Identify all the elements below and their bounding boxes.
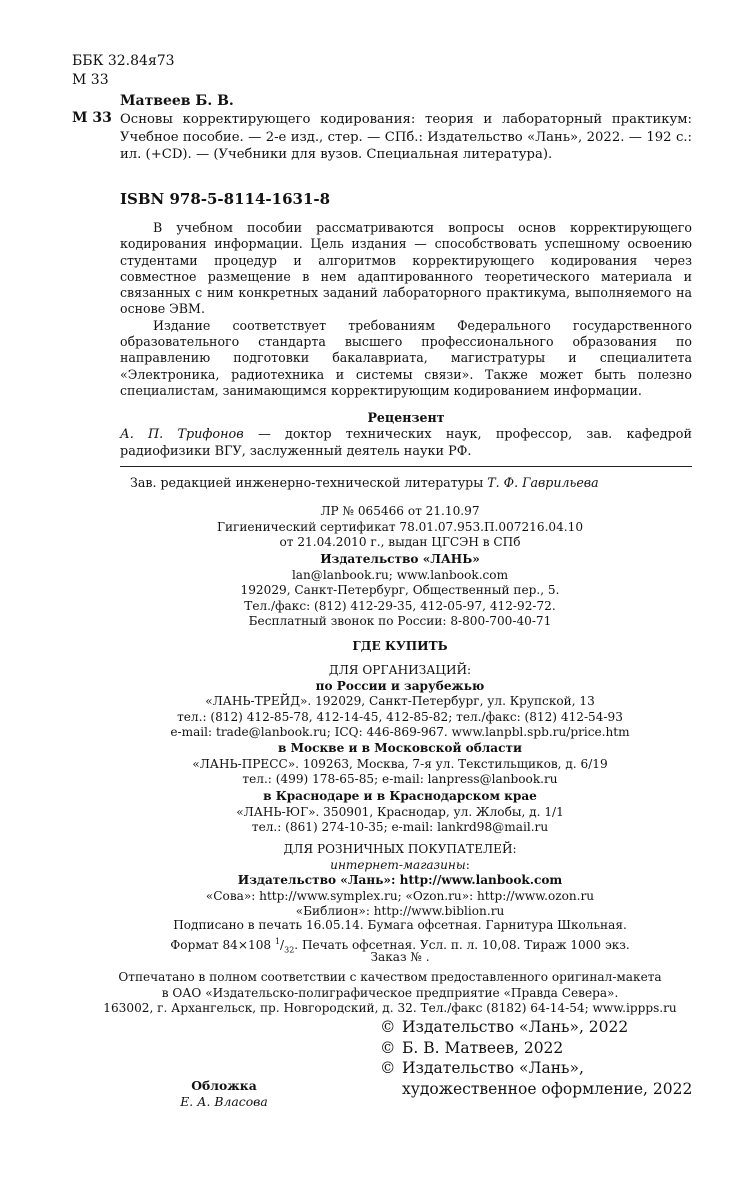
retail-publisher: Издательство «Лань»: http://www.lanbook.com [237,873,563,888]
organizations-heading: ДЛЯ ОРГАНИЗАЦИЙ: [328,663,472,677]
internet-shops-line [100,858,700,874]
bbk-code: ББК 32.84я73 [72,53,175,69]
publisher-line: Тел./факс: (812) 412-29-35, 412-05-97, 412-92-72. [244,598,556,613]
retail-heading: ДЛЯ РОЗНИЧНЫХ ПОКУПАТЕЛЕЙ: [283,842,517,856]
order-line: Заказ № . [370,950,430,964]
copyright-row [380,1079,692,1100]
editor-label: Зав. редакцией инженерно-технической литературы [130,475,488,490]
annotation-paragraph: Издание соответствует требованиям Федерального государственного образовательного стандарта высшего профессионального образования по направлению подготовки бакалавриата, магистратуры и специалитета «Электроника, радиотехника и системы связи». Также может быть полезно специалистам, занимающимся корректирующим кодированием информации. [120,317,692,398]
publisher-line: Бесплатный звонок по России: 8-800-700-40-71 [248,614,552,629]
cover-designer: Е. А. Власова [180,1094,268,1109]
copyright-text: Издательство «Лань», [402,1059,584,1077]
moscow-line: «ЛАНЬ-ПРЕСС». 109263, Москва, 7-я ул. Текстильщиков, д. 6/19 [192,756,608,771]
russia-heading: по России и зарубежью [315,678,485,693]
classification-block [72,52,175,90]
copyright-row [380,1058,692,1079]
publisher-block [100,552,700,630]
printer-line: Отпечатано в полном соответствии с качеством предоставленного оригинал-макета [118,970,662,984]
printer-block [80,970,700,1017]
copyright-icon: © [380,1059,396,1077]
copyright-text: Издательство «Лань», 2022 [402,1018,629,1036]
editor-line [130,475,599,490]
license-line: от 21.04.2010 г., выдан ЦГСЭН в СПб [279,535,521,550]
russia-line: «ЛАНЬ-ТРЕЙД». 192029, Санкт-Петербург, ул. Крупской, 13 [205,694,595,709]
moscow-heading: в Москве и в Московской области [278,741,522,755]
krasnodar-heading: в Краснодаре и в Краснодарском крае [263,789,537,803]
format-numerator: 1 [274,936,281,946]
krasnodar-block [100,789,700,836]
publisher-line: lan@lanbook.ru; www.lanbook.com [291,567,509,582]
russia-line: тел.: (812) 412-85-78, 412-14-45, 412-85-82; тел./факс: (812) 412-54-93 [177,709,623,724]
isbn: ISBN 978-5-8114-1631-8 [120,190,331,208]
internet-shops-colon: : [465,857,470,872]
annotation [120,220,692,399]
format-prefix: Формат 84×108 [170,937,275,952]
printer-line: 163002, г. Архангельск, пр. Новгородский, д. 32. Тел./факс (8182) 64-14-54; www.ippps.ru [103,1001,677,1016]
retail-line: «Библион»: http://www.biblion.ru [295,904,505,919]
copyright-row [380,1017,692,1038]
printer-line: в ОАО «Издательско-полиграфическое предприятие «Правда Севера». [161,985,619,1000]
reviewer-heading: Рецензент [367,410,445,425]
editor-name: Т. Ф. Гаврильева [487,475,599,490]
reviewer-name: А. П. Трифонов [120,427,244,442]
author-mark-top: М 33 [72,72,109,88]
internet-shops: интернет-магазины [330,857,466,872]
divider-line [120,466,692,467]
book-author: Матвеев Б. В. [120,93,234,109]
reviewer-description: — доктор технических наук, профессор, зав. кафедрой радиофизики ВГУ, заслуженный деятель науки РФ. [120,427,692,459]
publisher-name: Издательство «ЛАНЬ» [320,552,480,566]
format-denominator: 32 [284,945,295,955]
cover-credit [150,1078,298,1110]
publisher-line: 192029, Санкт-Петербург, Общественный пер., 5. [240,583,560,598]
krasnodar-line: тел.: (861) 274-10-35; e-mail: lankrd98@mail.ru [251,820,549,835]
copyright-row [380,1038,692,1059]
annotation-paragraph: В учебном пособии рассматриваются вопросы основ корректирующего кодирования информации. Цель издания — способствовать успешному освоению студентами процедур и алгоритмов корректирующего кодирования через совместное размещение в нем адаптированного теоретического материала и связанных с ним конкретных заданий лабораторного практикума, выполняемого на основе ЭВМ. [120,220,692,317]
copyright-block [380,1017,692,1099]
organizations-block [100,663,700,741]
russia-line: e-mail: trade@lanbook.ru; ICQ: 446-869-967. www.lanpbl.spb.ru/price.htm [170,725,630,740]
moscow-line: тел.: (499) 178-65-85; e-mail: lanpress@lanbook.ru [242,772,558,787]
copyright-icon: © [380,1038,396,1057]
author-mark-left: М 33 [72,110,112,126]
where-to-buy-heading: ГДЕ КУПИТЬ [352,639,448,653]
moscow-block [100,741,700,788]
copyright-text: Б. В. Матвеев, 2022 [402,1038,564,1057]
format-slash: / [280,937,285,952]
cover-heading: Обложка [191,1078,257,1093]
format-suffix: . Печать офсетная. Усл. п. л. 10,08. Тираж 1000 экз. [294,937,630,952]
license-line: Гигиенический сертификат 78.01.07.953.П.007216.04.10 [216,519,584,534]
retail-line: «Сова»: http://www.symplex.ru; «Ozon.ru»: http://www.ozon.ru [205,888,595,903]
retail-block [100,842,700,920]
license-block [100,504,700,551]
krasnodar-line: «ЛАНЬ-ЮГ». 350901, Краснодар, ул. Жлобы, д. 1/1 [236,804,564,819]
license-line: ЛР № 065466 от 21.10.97 [320,504,480,518]
copyright-icon: © [380,1018,396,1036]
copyright-continuation: художественное оформление, 2022 [402,1079,693,1098]
print-signed: Подписано в печать 16.05.14. Бумага офсетная. Гарнитура Школьная. [173,918,627,932]
bibliographic-description: Основы корректирующего кодирования: теория и лабораторный практикум: Учебное пособие. — 2-е изд., стер. — СПб.: Издательство «Лань», 2022. — 192 с.: ил. (+CD). — (Учебники для вузов. Специальная литература). [120,112,692,162]
reviewer-text [120,426,692,460]
